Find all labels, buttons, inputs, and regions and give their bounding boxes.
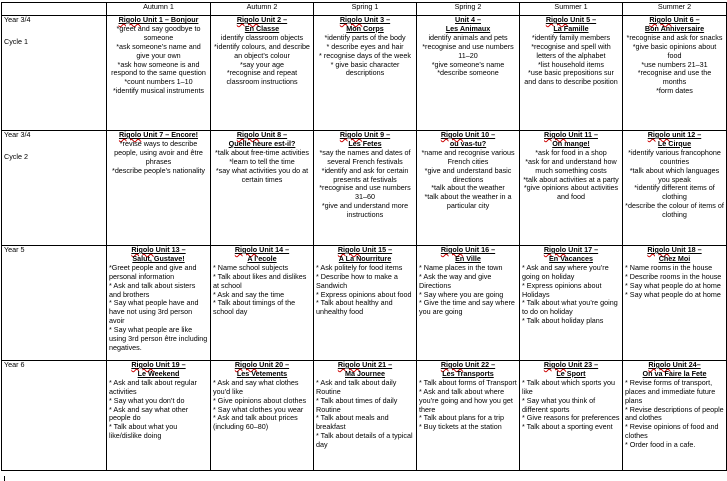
table-row: [2, 361, 727, 471]
objective-line: *talk about free-time activities: [215, 147, 309, 157]
objective-line: * Ask and say what clothes you’d like: [213, 377, 299, 396]
unit-title-name: Le Weekend: [137, 368, 180, 378]
objective-line: *identify colours, and describe an object’s colour: [214, 41, 310, 60]
unit-title-name: En Ville: [455, 253, 481, 263]
unit-title-name: Ma Journee: [345, 368, 385, 378]
objective-line: * give basic character descriptions: [330, 59, 400, 78]
objective-line: * Ask and say the time: [213, 289, 285, 299]
objective-line: * Revise forms of transport, places and immediate future plans: [625, 377, 716, 405]
objective-line: * Say what clothes you wear: [213, 404, 304, 414]
header-row: [2, 3, 727, 16]
table-row: [2, 16, 727, 131]
objective-line: * Talk about meals and breakfast: [316, 413, 389, 432]
objective-line: *give basic opinions about food: [632, 41, 717, 60]
unit-cell: [107, 131, 211, 246]
objective-line: * Talk about a sporting event: [522, 422, 613, 432]
objective-line: * Give the time and say where: [419, 298, 515, 308]
unit-title-number: Unit 13 –: [153, 245, 186, 254]
objective-line: * Express opinions about Holidays: [522, 280, 602, 299]
objective-line: * Name places in the town: [419, 262, 503, 272]
unit-title-brand: Rigolo: [337, 245, 361, 254]
unit-cell: [520, 131, 623, 246]
unit-title-number: Unit 21 –: [360, 360, 393, 369]
objective-line: * Talk about healthy and unhealthy food: [316, 298, 393, 317]
objective-line: *recognise and repeat classroom instructions: [226, 68, 298, 87]
unit-cell: [417, 246, 520, 361]
objective-line: * Revise descriptions of people and clothes: [625, 404, 724, 423]
unit-title-name: Les Transports: [442, 368, 494, 378]
objective-line: *talk about activities at a party: [523, 174, 619, 184]
objective-line: *name and recognise various French cities: [421, 147, 515, 166]
objective-line: * Say what you don’t do: [109, 395, 185, 405]
unit-title-name: En Vacances: [549, 253, 593, 263]
unit-title-number: Unit 23 –: [566, 360, 599, 369]
objective-line: *give and understand more instructions: [321, 201, 409, 220]
objective-line: identify animals and pets: [428, 32, 508, 42]
unit-title-number: unit 12 –: [670, 130, 702, 139]
objective-line: * Ask and talk about daily Routine: [316, 377, 397, 396]
objective-line: *talk about the weather in a particular city: [424, 192, 512, 211]
objective-line: *recognise and ask for snacks: [626, 32, 723, 42]
objective-line: *talk about which languages you speak: [629, 165, 720, 184]
objective-line: *ask someone’s name and give your own: [116, 41, 201, 60]
objective-line: * Talk about which sports you like: [522, 377, 615, 396]
year-cell: [2, 16, 107, 131]
unit-title-name: Les Animaux: [445, 23, 491, 33]
objective-line: * Give opinions about clothes: [213, 395, 307, 405]
objective-line: * Describe how to make a Sandwich: [316, 271, 398, 290]
unit-title-brand: Rigolo: [236, 130, 260, 139]
unit-title-number: Unit 5 –: [568, 15, 597, 24]
unit-cell: [314, 16, 417, 131]
objective-line: * Ask and say where you’re going on holiday: [522, 262, 609, 281]
objective-line: *identify parts of the body: [324, 32, 406, 42]
objective-line: *describe people’s nationality: [112, 165, 205, 175]
objective-line: *list household items: [538, 59, 604, 69]
unit-title-number: Unit 15 –: [360, 245, 393, 254]
objective-line: *describe someone: [437, 68, 499, 78]
unit-title-number: Unit 4 –: [455, 15, 481, 24]
objective-line: *say the names and dates of several French festivals: [319, 147, 411, 166]
objective-line: *use numbers 21–31: [641, 59, 708, 69]
unit-title-name: On va Faire la Fete: [642, 368, 707, 378]
unit-title-name: Le Cirque: [657, 138, 692, 148]
objective-line: * Ask politely for food items: [316, 262, 403, 272]
column-header-autumn-2: Autumn 2: [211, 3, 314, 16]
column-header-summer-1: Summer 1: [520, 3, 623, 16]
objective-line: * recognise days of the week: [319, 50, 411, 60]
objective-line: *ask how someone is and respond to the same question: [111, 59, 206, 78]
objective-line: *identify musical instruments: [112, 86, 205, 96]
objective-line: *learn to tell the time: [229, 156, 295, 166]
year-label: Year 5: [4, 245, 25, 254]
unit-title-name: Quelle heure est-il?: [228, 138, 296, 148]
year-label: Year 6: [4, 360, 25, 369]
objective-line: * Talk about times of daily Routine: [316, 395, 398, 414]
unit-cell: [417, 361, 520, 471]
unit-title-number: Unit 3 –: [362, 15, 391, 24]
year-cell: [2, 246, 107, 361]
unit-title-brand: Rigolo: [647, 130, 671, 139]
unit-title-number: Unit 14 –: [257, 245, 290, 254]
unit-title-brand: Rigolo: [339, 15, 363, 24]
objective-line: * Say what people are like using 3rd person être including negatives.: [109, 325, 208, 352]
objective-line: * Say what people have and have not using 3rd person avoir: [109, 298, 199, 326]
objective-line: * Talk about plans for a trip: [419, 413, 504, 423]
unit-cell: [623, 361, 727, 471]
objective-line: *give and understand basic directions: [424, 165, 512, 184]
unit-title-brand: Rigolo: [543, 360, 567, 369]
unit-title-name: ou vas-tu?: [449, 138, 487, 148]
column-header-autumn-1: Autumn 1: [107, 3, 211, 16]
objective-line: *recognise and spell with letters of the alphabet: [531, 41, 611, 60]
objective-line: * Ask and talk about prices (including 60–80): [213, 413, 298, 432]
year-label: Year 3/4: [4, 130, 31, 139]
objective-line: *say your age: [240, 59, 284, 69]
unit-cell: [211, 131, 314, 246]
unit-title-name: Mon Corps: [346, 23, 384, 33]
year-cell: [2, 131, 107, 246]
table-row: [2, 246, 727, 361]
unit-title-number: Unit 2 –: [259, 15, 288, 24]
column-header-spring-1: Spring 1: [314, 3, 417, 16]
unit-cell: [417, 16, 520, 131]
unit-title-number: Unit 10 –: [463, 130, 496, 139]
objective-line: * Ask and talk about where you’re going and how you get there: [419, 386, 513, 414]
objective-line: *identify and ask for certain presents at festivals: [321, 165, 409, 184]
objective-line: *Greet people and give and personal information: [109, 262, 197, 281]
corner-cell: [2, 3, 107, 16]
unit-title-number: Unit 22 –: [463, 360, 496, 369]
unit-cell: [211, 16, 314, 131]
unit-title-brand: Rigolo: [440, 130, 464, 139]
objective-line: *ask for food in a shop: [535, 147, 607, 157]
objective-line: *identify various francophone countries: [628, 147, 721, 166]
unit-cell: [107, 361, 211, 471]
unit-cell: [211, 361, 314, 471]
unit-title-number: Unit 17 –: [566, 245, 599, 254]
objective-line: * Name school subjects: [213, 262, 289, 272]
objective-line: * Talk about likes and dislikes at school: [213, 271, 307, 290]
unit-cell: [623, 131, 727, 246]
unit-title-brand: Rigolo: [339, 130, 363, 139]
unit-title-number: Unit 6 –: [671, 15, 700, 24]
objective-line: * Order food in a cafe.: [625, 440, 696, 450]
year-cell: [2, 361, 107, 471]
objective-line: * Revise opinions of food and clothes: [625, 422, 719, 441]
unit-title-number: Unit 19 –: [153, 360, 186, 369]
unit-title-brand: Rigolo: [118, 130, 142, 139]
unit-title-number: Unit 16 –: [463, 245, 496, 254]
objective-line: *recognise and use numbers 31–60: [319, 183, 411, 202]
objective-line: * Talk about what you like/dislike doing: [109, 422, 178, 441]
unit-title-brand: Rigolo: [440, 360, 464, 369]
cycle-label: Cycle 2: [4, 151, 28, 161]
objective-line: *recognise and use numbers 11–20: [422, 41, 514, 60]
unit-cell: [314, 361, 417, 471]
unit-title-name: La Famille: [553, 23, 589, 33]
unit-title-name: A l’ecole: [247, 253, 277, 263]
objective-line: * Express opinions about food: [316, 289, 412, 299]
objective-line: *say what activities you do at certain times: [215, 165, 309, 184]
objective-line: * describe eyes and hair: [326, 41, 404, 51]
unit-cell: [107, 16, 211, 131]
unit-cell: [520, 361, 623, 471]
unit-title-name: A La Nourriture: [338, 253, 392, 263]
objective-line: identify classroom objects: [220, 32, 304, 42]
unit-title-number: Unit 7 – Encore!: [141, 130, 199, 139]
unit-title-brand: Rigolo: [236, 15, 260, 24]
objective-line: * Name rooms in the house: [625, 262, 713, 272]
column-header-summer-2: Summer 2: [623, 3, 727, 16]
unit-title-brand: Rigolo: [131, 360, 154, 369]
objective-line: * Talk about details of a typical day: [316, 431, 413, 450]
unit-cell: [520, 16, 623, 131]
objective-line: * Describe rooms in the house: [625, 271, 722, 281]
unit-title-brand: Rigolo: [648, 360, 671, 369]
unit-title-brand: Rigolo: [118, 15, 141, 24]
objective-line: *use basic prepositions sur and dans to describe position: [524, 68, 618, 87]
unit-title-name: Salut, Gustave!: [132, 253, 185, 263]
unit-title-brand: Rigolo: [647, 245, 670, 254]
objective-line: * Talk about timings of the school day: [213, 298, 296, 317]
unit-cell: [623, 246, 727, 361]
objective-line: * Say what you think of different sports: [522, 395, 596, 414]
objective-line: *greet and say goodbye to someone: [116, 23, 201, 42]
objective-line: *form dates: [656, 86, 693, 96]
objective-line: * Talk about holiday plans: [522, 316, 604, 326]
objective-line: * Talk about what you’re going to do on holiday: [522, 298, 618, 317]
unit-title-brand: Rigolo: [337, 360, 361, 369]
unit-cell: [107, 246, 211, 361]
unit-title-number: Unit 9 –: [362, 130, 391, 139]
cycle-label: Cycle 1: [4, 36, 28, 46]
objective-line: * Give reasons for preferences: [522, 413, 620, 423]
objective-line: * Ask and talk about regular activities: [109, 377, 197, 396]
unit-title-brand: Rigolo: [544, 130, 567, 139]
unit-title-brand: Rigolo: [545, 15, 569, 24]
objective-line: *talk about the weather: [431, 183, 505, 193]
page-edge-mark: [4, 476, 5, 481]
objective-line: * Talk about forms of Transport: [419, 377, 517, 387]
unit-title-number: Unit 18 –: [669, 245, 702, 254]
unit-title-name: Les Fetes: [348, 138, 382, 148]
unit-title-number: Unit 24–: [670, 360, 701, 369]
unit-cell: [314, 246, 417, 361]
unit-title-number: Unit 11 –: [566, 130, 598, 139]
column-header-spring-2: Spring 2: [417, 3, 520, 16]
unit-title-name: Les Vetements: [236, 368, 288, 378]
unit-title-brand: Rigolo: [649, 15, 672, 24]
objective-line: *ask for and understand how much something costs: [525, 156, 617, 175]
curriculum-table: [1, 2, 727, 471]
unit-cell: [211, 246, 314, 361]
unit-title-brand: Rigolo: [234, 360, 258, 369]
objective-line: * Say what people do at home: [625, 280, 721, 290]
unit-title-number: Unit 8 –: [259, 130, 288, 139]
objective-line: * Say where you are going: [419, 289, 504, 299]
table-row: [2, 131, 727, 246]
unit-title-name: En Classe: [244, 23, 280, 33]
objective-line: *revise ways to describe people, using avoir and être phrases: [114, 138, 203, 166]
objective-line: *describe the colour of items of clothing: [625, 201, 724, 220]
unit-title-brand: Rigolo: [234, 245, 258, 254]
unit-title-number: Unit 1 – Bonjour: [140, 15, 199, 24]
objective-line: * Ask the way and give Directions: [419, 271, 492, 290]
objective-line: * Say what people do at home: [625, 289, 721, 299]
unit-cell: [417, 131, 520, 246]
unit-title-brand: Rigolo: [543, 245, 567, 254]
unit-title-name: Chez Moi: [658, 253, 691, 263]
unit-cell: [520, 246, 623, 361]
objective-line: *identify different items of clothing: [634, 183, 715, 202]
objective-line: * Ask and talk about sisters and brothers: [109, 280, 196, 299]
objective-line: * Ask and say what other people do: [109, 404, 189, 423]
unit-cell: [314, 131, 417, 246]
unit-cell: [623, 16, 727, 131]
objective-line: *identify family members: [531, 32, 611, 42]
year-label: Year 3/4: [4, 15, 31, 24]
unit-title-name: Le Sport: [556, 368, 586, 378]
unit-title-name: Bon Anniversaire: [644, 23, 705, 33]
objective-line: *give someone’s name: [431, 59, 505, 69]
objective-line: * Buy tickets at the station: [419, 422, 502, 432]
objective-line: you are going: [419, 307, 463, 317]
unit-title-name: On mange!: [552, 138, 590, 148]
unit-title-number: Unit 20 –: [257, 360, 290, 369]
objective-line: *count numbers 1–10: [124, 77, 193, 87]
objective-line: *give opinions about activities and food: [523, 183, 619, 202]
unit-title-brand: Rigolo: [440, 245, 464, 254]
objective-line: *recognise and use the months: [637, 68, 712, 87]
unit-title-brand: Rigolo: [131, 245, 154, 254]
